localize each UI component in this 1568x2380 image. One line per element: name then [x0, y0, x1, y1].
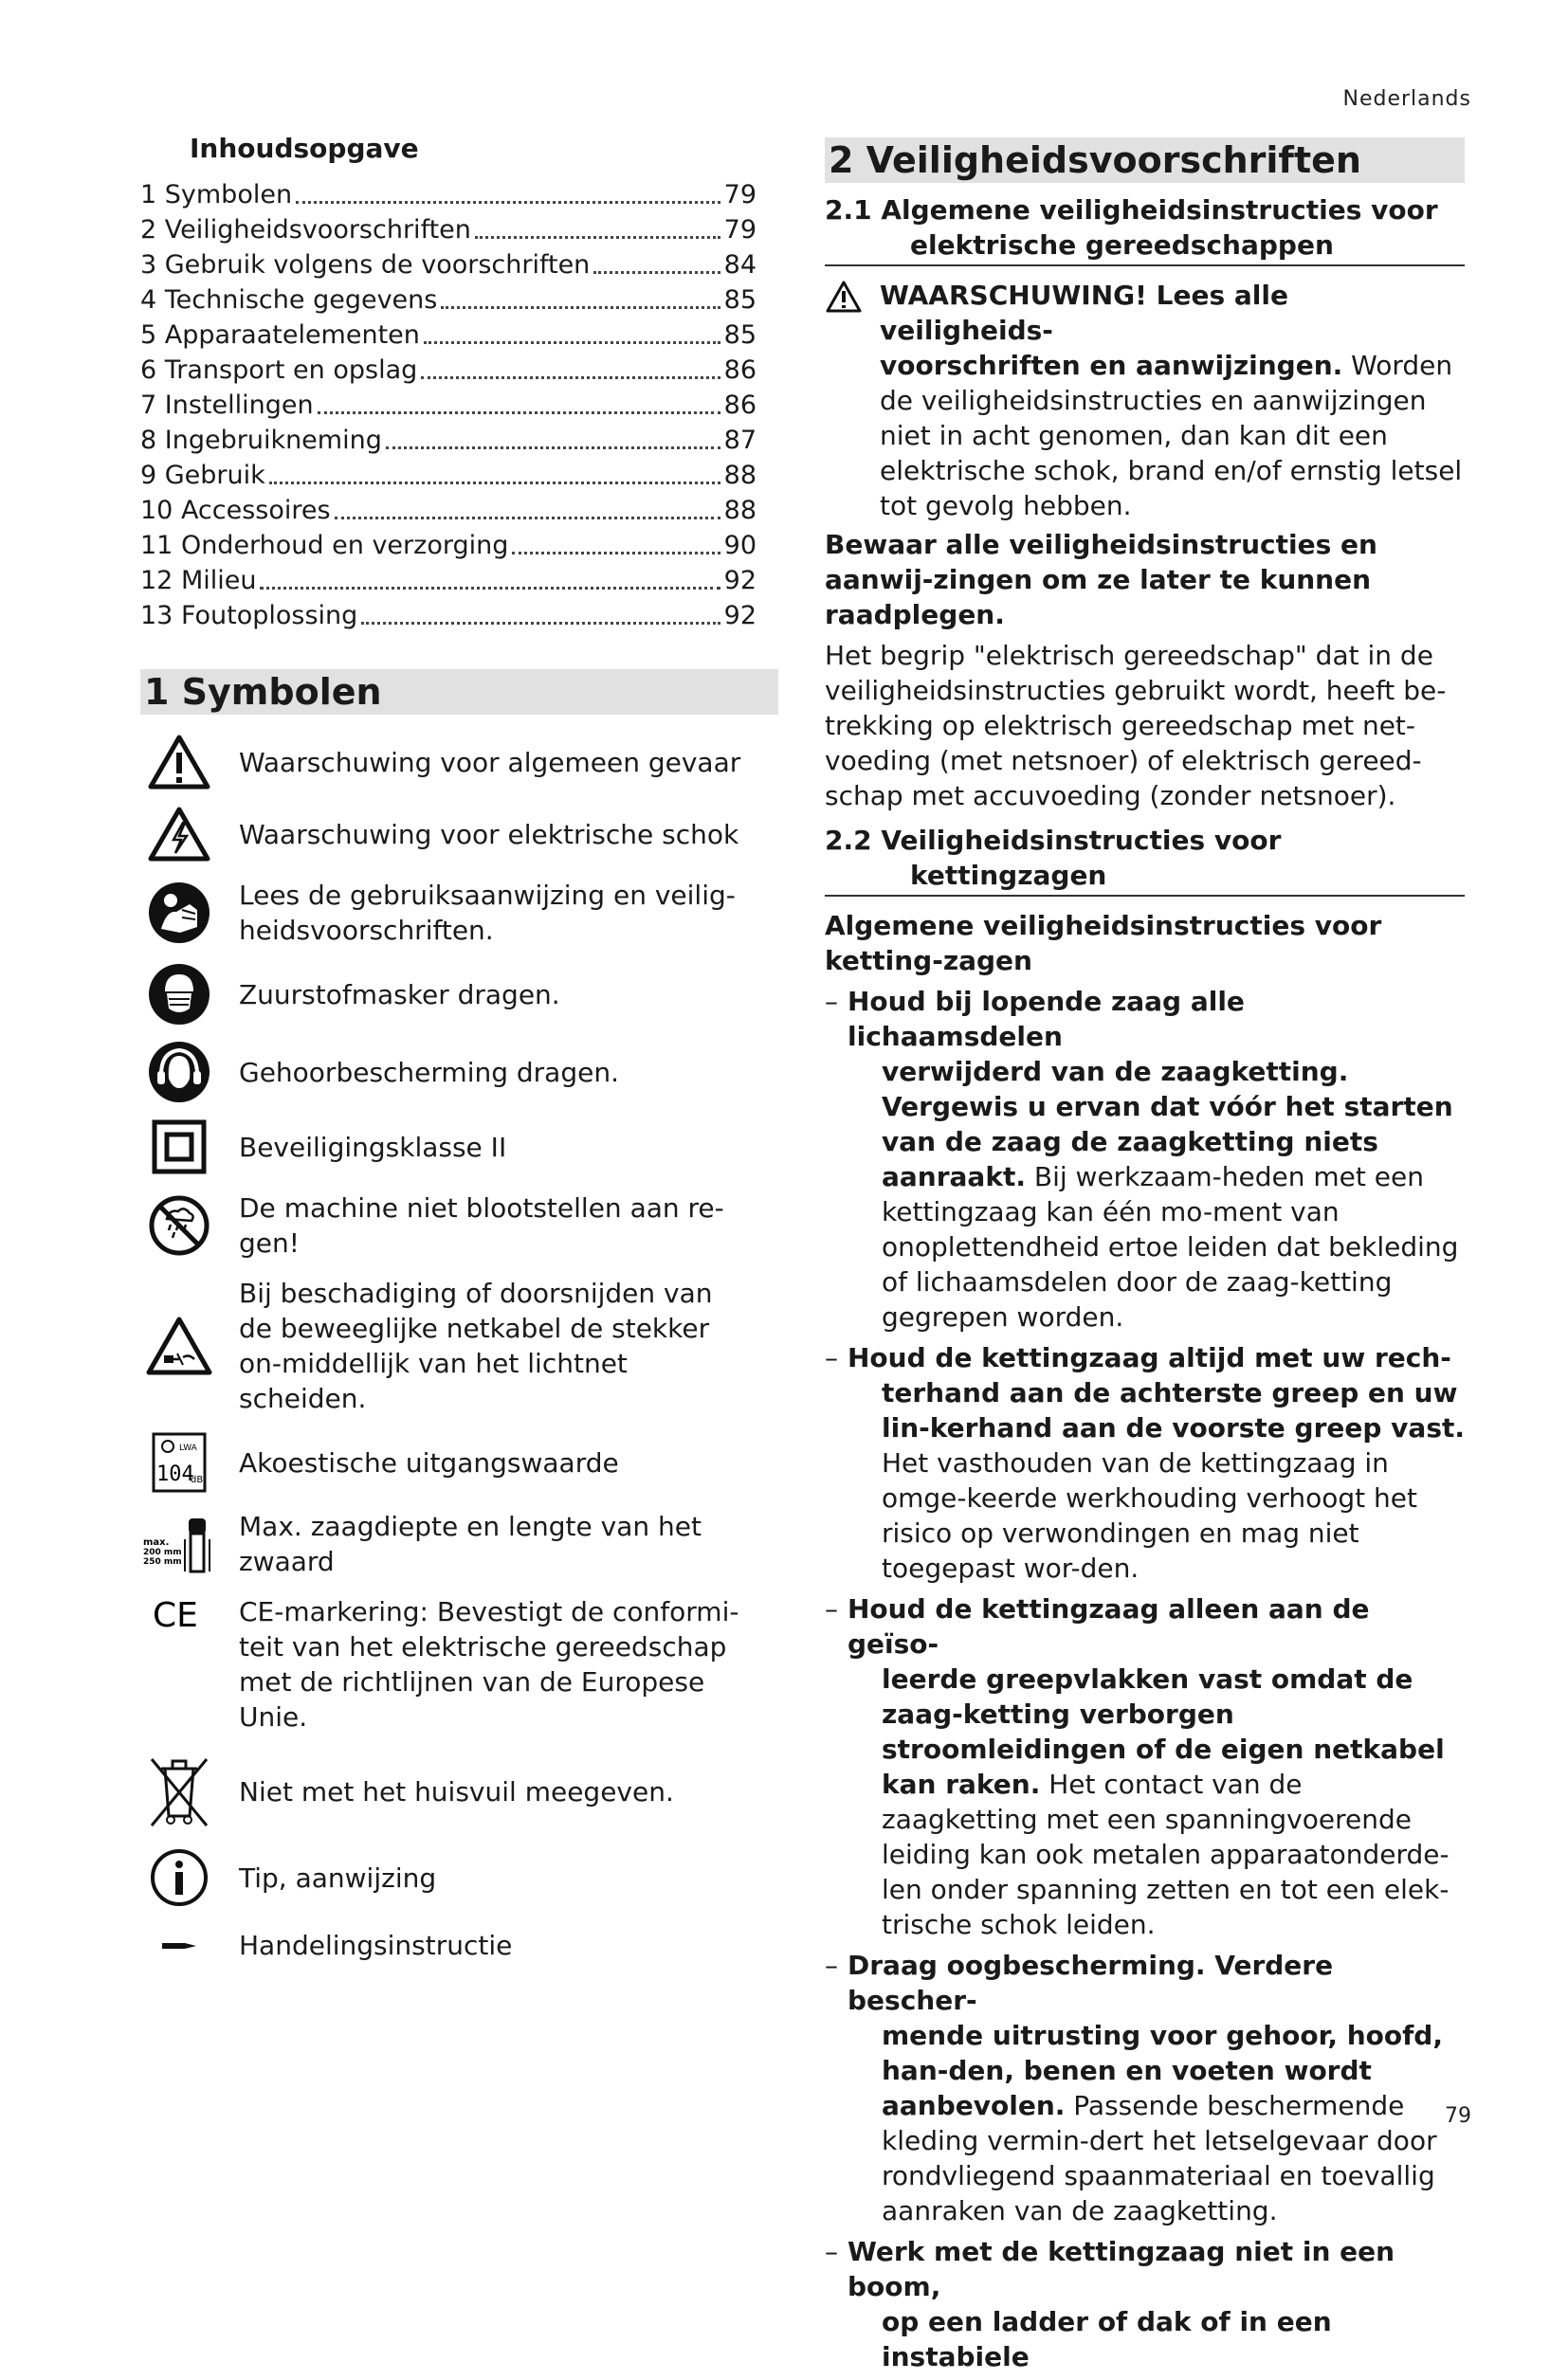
toc-entry-page: 79 [723, 180, 757, 209]
toc-entry-page: 92 [723, 601, 757, 630]
toc-entry [140, 353, 757, 388]
definition-text: Het begrip "elektrisch gereedschap" dat in de veiligheidsinstructies gebruikt wordt, heeft be-trekking op elektrisch gereedschap met net-voeding (met netsnoer) of elektrisch gereed-schap met accuvoeding (zonder netsnoer). [825, 640, 1447, 811]
sound-value: 104 [156, 1463, 194, 1486]
divider [825, 264, 1465, 266]
toc-entry [140, 528, 757, 563]
warning-title-continuation: voorschriften en aanwijzingen. [880, 350, 1343, 381]
toc-entry-page: 85 [723, 285, 757, 315]
toc-entry-page: 85 [723, 320, 757, 350]
subsection-title-continuation: kettingzagen [910, 860, 1107, 891]
toc-leader-dots [424, 341, 720, 344]
warning-triangle-icon [825, 280, 863, 314]
weee-bin-icon [140, 1753, 218, 1829]
language-label: Nederlands [1342, 87, 1471, 111]
list-item: – Houd de kettingzaag altijd met uw rech- terhand aan de achterste greep en uw lin-kerhand aan de voorste greep vast. Het vasthouden van de kettingzaag in omge-keerde werkhouding verhoogt het risico op verwondingen en mag niet toegepast wor-den. [825, 1342, 1466, 1584]
symbol-row [140, 963, 785, 1026]
toc-entry [140, 423, 757, 458]
symbol-row [140, 1509, 785, 1579]
symbol-description: Handelingsinstructie [239, 1930, 513, 1961]
warning-paragraph [825, 278, 1465, 523]
toc-entry-label: 2 Veiligheidsvoorschriften [140, 215, 471, 245]
protection-class-ii-icon [140, 1118, 218, 1175]
action-arrow-icon [140, 1939, 218, 1953]
bullet-lead: Houd de kettingzaag alleen aan de geïso- [848, 1593, 1370, 1660]
toc-leader-dots [475, 236, 720, 239]
bullet-lead: Houd de kettingzaag altijd met uw rech- [848, 1342, 1451, 1373]
symbol-row [140, 1848, 785, 1907]
saw-depth-line: 200 mm [143, 1548, 182, 1557]
symbol-description: CE-markering: Bevestigt de conformi-teit van het elektrische gereedschap met de richtlijnen van de Europese Unie. [239, 1596, 739, 1733]
keep-instructions-text: Bewaar alle veiligheidsinstructies en aanwij-zingen om ze later te kunnen raadplegen. [825, 529, 1377, 630]
toc-entry-label: 7 Instellingen [140, 391, 314, 420]
ce-mark-icon [140, 1594, 218, 1632]
bullet-lead: Werk met de kettingzaag niet in een boom, [848, 2236, 1395, 2302]
warning-text-lead: Worden de veiligheidsinstructies en aanwijzingen niet in acht genomen, dan kan dit een elektrische schok, brand en/of ernstig letsel tot gevolg hebben. [880, 350, 1463, 521]
left-column [140, 133, 785, 1978]
toc-entry-page: 90 [723, 531, 757, 560]
toc-entry [140, 212, 757, 247]
toc-leader-dots [512, 552, 720, 554]
list-item: – Houd bij lopende zaag alle lichaamsdelen verwijderd van de zaagketting. Vergewis u ervan dat vóór het starten van de zaag de zaagketting niets aanraakt. Bij werkzaam-heden met een kettingzaag kan één mo-ment van onoplettendheid ertoe leiden dat bekleding of lichaamsdelen door de zaag-ketting gegrepen worden. [825, 986, 1459, 1333]
bullet-bold-text: verwijderd van de zaagketting. Vergewis u ervan dat vóór het starten van de zaag de zaagketting niets aanraakt. [882, 1056, 1453, 1192]
toc-entry-page: 87 [723, 426, 757, 455]
symbol-description: Gehoorbescherming dragen. [239, 1056, 619, 1088]
symbol-description: Niet met het huisvuil meegeven. [239, 1775, 674, 1808]
divider [825, 895, 1465, 897]
symbol-description: Tip, aanwijzing [239, 1862, 437, 1894]
toc-leader-dots [318, 411, 720, 414]
unplug-cable-warning-icon [140, 1316, 218, 1376]
section-heading-symbols: 1 Symbolen [140, 669, 778, 715]
subsection-heading-2-1 [825, 192, 1465, 263]
toc-title: Inhoudsopgave [190, 133, 419, 164]
symbol-row [140, 1276, 785, 1416]
symbol-row [140, 1041, 785, 1103]
subsection-title: 2.2 Veiligheidsinstructies voor [825, 825, 1282, 856]
symbol-description: Waarschuwing voor algemeen gevaar [239, 746, 741, 778]
toc-entry [140, 318, 757, 353]
toc-entry-page: 88 [723, 496, 757, 525]
safety-bullet-list [825, 984, 1465, 2374]
page-number: 79 [1445, 2104, 1471, 2128]
symbol-description: Max. zaagdiepte en lengte van het zwaard [239, 1511, 702, 1577]
symbol-description: Beveiligingsklasse II [239, 1131, 507, 1163]
toc-leader-dots [260, 587, 720, 590]
toc-entry-page: 86 [723, 391, 757, 420]
toc-entry [140, 493, 757, 528]
read-manual-icon [140, 881, 218, 944]
sound-unit: dB [191, 1475, 204, 1485]
ce-mark-text: CE [153, 1596, 198, 1632]
saw-depth-line: max. [143, 1537, 170, 1548]
bullet-bold-text: terhand aan de achterste greep en uw lin-kerhand aan de voorste greep vast. [882, 1377, 1466, 1444]
toc-entry-label: 1 Symbolen [140, 180, 293, 209]
toc-entry-label: 9 Gebruik [140, 461, 265, 490]
symbol-row [140, 1594, 785, 1735]
bullet-text: Het vasthouden van de kettingzaag in omge-keerde werkhouding verhoogt het risico op verwondingen en mag niet toegepast wor-den. [882, 1447, 1417, 1584]
toc-entry [140, 388, 757, 423]
toc-entry [140, 177, 757, 212]
toc-entry-page: 88 [723, 461, 757, 490]
toc-entry [140, 598, 757, 633]
toc-leader-dots [593, 271, 720, 274]
right-column [825, 137, 1465, 2380]
symbol-description: De machine niet blootstellen aan re-gen! [239, 1192, 724, 1259]
toc-entry-label: 3 Gebruik volgens de voorschriften [140, 250, 591, 280]
no-rain-icon [140, 1194, 218, 1257]
toc-entry [140, 563, 757, 598]
dust-mask-icon [140, 963, 218, 1026]
symbol-description: Zuurstofmasker dragen. [239, 978, 560, 1010]
bullet-bold-text: op een ladder of dak of in een instabiele [882, 2306, 1332, 2372]
toc-entry-label: 12 Milieu [140, 566, 257, 595]
symbol-row [140, 734, 785, 790]
bullet-text: Bij werkzaam-heden met een kettingzaag kan één mo-ment van onoplettendheid ertoe leiden dat bekleding of lichaamsdelen door de zaag-ketting gegrepen worden. [882, 1161, 1459, 1333]
toc-leader-dots [386, 446, 720, 449]
bullet-text: Passende beschermende kleding vermin-dert het letselgevaar door rondvliegend spaanmateriaal en toevallig aanraken van de zaagketting. [882, 2090, 1437, 2226]
info-icon [140, 1848, 218, 1907]
warning-triangle-icon [140, 734, 218, 790]
symbol-row [140, 1753, 785, 1829]
symbol-row [140, 878, 785, 948]
symbol-row [140, 1190, 785, 1261]
toc-leader-dots [296, 201, 720, 204]
list-item: – Draag oogbescherming. Verdere bescher- mende uitrusting voor gehoor, hoofd, han-den, benen en voeten wordt aanbevolen. Passende beschermende kleding vermin-dert het letselgevaar door rondvliegend spaanmateriaal en toevallig aanraken van de zaagketting. [825, 1950, 1443, 2226]
general-safety-heading: Algemene veiligheidsinstructies voor ketting-zagen [825, 910, 1382, 976]
bullet-lead: Houd bij lopende zaag alle lichaamsdelen [848, 986, 1245, 1052]
toc-entry-page: 84 [723, 250, 757, 280]
toc-leader-dots [269, 481, 720, 484]
symbol-description: Waarschuwing voor elektrische schok [239, 818, 739, 850]
toc-entry-label: 11 Onderhoud en verzorging [140, 531, 509, 560]
toc-entry-label: 6 Transport en opslag [140, 355, 418, 385]
list-item: – Werk met de kettingzaag niet in een boom, op een ladder of dak of in een instabiele [825, 2236, 1395, 2372]
symbol-row [140, 1928, 785, 1963]
toc-leader-dots [335, 517, 720, 519]
symbol-row [140, 1118, 785, 1175]
saw-depth-line: 250 mm [143, 1557, 182, 1567]
section-heading-safety: 2 Veiligheidsvoorschriften [825, 137, 1465, 183]
toc-entry-page: 79 [723, 215, 757, 245]
bullet-text: Het contact van de zaagketting met een spanningvoerende leiding kan ook metalen apparaatonderde-len onder spanning zetten en tot een elek-trische schok leiden. [882, 1769, 1449, 1940]
warning-title: WAARSCHUWING! Lees alle veiligheids- [880, 280, 1288, 346]
toc-leader-dots [361, 622, 720, 625]
toc-entry-label: 5 Apparaatelementen [140, 320, 420, 350]
subsection-title-continuation: elektrische gereedschappen [910, 229, 1334, 261]
toc-entry-page: 92 [723, 566, 757, 595]
subsection-title: 2.1 Algemene veiligheidsinstructies voor [825, 194, 1438, 226]
symbol-description: Akoestische uitgangswaarde [239, 1446, 619, 1479]
symbol-description: Lees de gebruiksaanwijzing en veilig-heidsvoorschriften. [239, 880, 736, 946]
toc-leader-dots [421, 376, 720, 379]
toc-entry [140, 282, 757, 318]
list-item: – Houd de kettingzaag alleen aan de geïso- leerde greepvlakken vast omdat de zaag-ketting verborgen stroomleidingen of de eigen netkabel kan raken. Het contact van de zaagketting met een spanningvoerende leiding kan ook metalen apparaatonderde-len onder spanning zetten en tot een elek-trische schok leiden. [825, 1593, 1449, 1940]
toc-entry [140, 458, 757, 493]
bullet-bold-text: mende uitrusting voor gehoor, hoofd, han-den, benen en voeten wordt aanbevolen. [882, 2020, 1443, 2121]
symbol-description: Bij beschadiging of doorsnijden van de beweeglijke netkabel de stekker on-middellijk van het lichtnet scheiden. [239, 1278, 713, 1414]
bullet-lead: Draag oogbescherming. Verdere bescher- [848, 1950, 1334, 2016]
symbol-list [140, 734, 785, 1963]
symbol-row [140, 806, 785, 863]
subsection-heading-2-2 [825, 823, 1465, 893]
toc-entry [140, 247, 757, 282]
toc-entry-label: 10 Accessoires [140, 496, 331, 525]
sound-label: LWA [179, 1444, 197, 1453]
saw-depth-icon [140, 1513, 218, 1575]
symbol-row [140, 1431, 785, 1494]
toc-entry-label: 8 Ingebruikneming [140, 426, 382, 455]
electric-shock-warning-icon [140, 806, 218, 863]
ear-protection-icon [140, 1041, 218, 1103]
sound-power-icon [140, 1431, 218, 1494]
toc-entry-label: 13 Foutoplossing [140, 601, 358, 630]
toc-entry-page: 86 [723, 355, 757, 385]
table-of-contents [140, 177, 785, 633]
bullet-bold-text: leerde greepvlakken vast omdat de zaag-ketting verborgen stroomleidingen of de eigen netkabel kan raken. [882, 1663, 1445, 1800]
toc-entry-label: 4 Technische gegevens [140, 285, 438, 315]
toc-leader-dots [441, 306, 720, 309]
